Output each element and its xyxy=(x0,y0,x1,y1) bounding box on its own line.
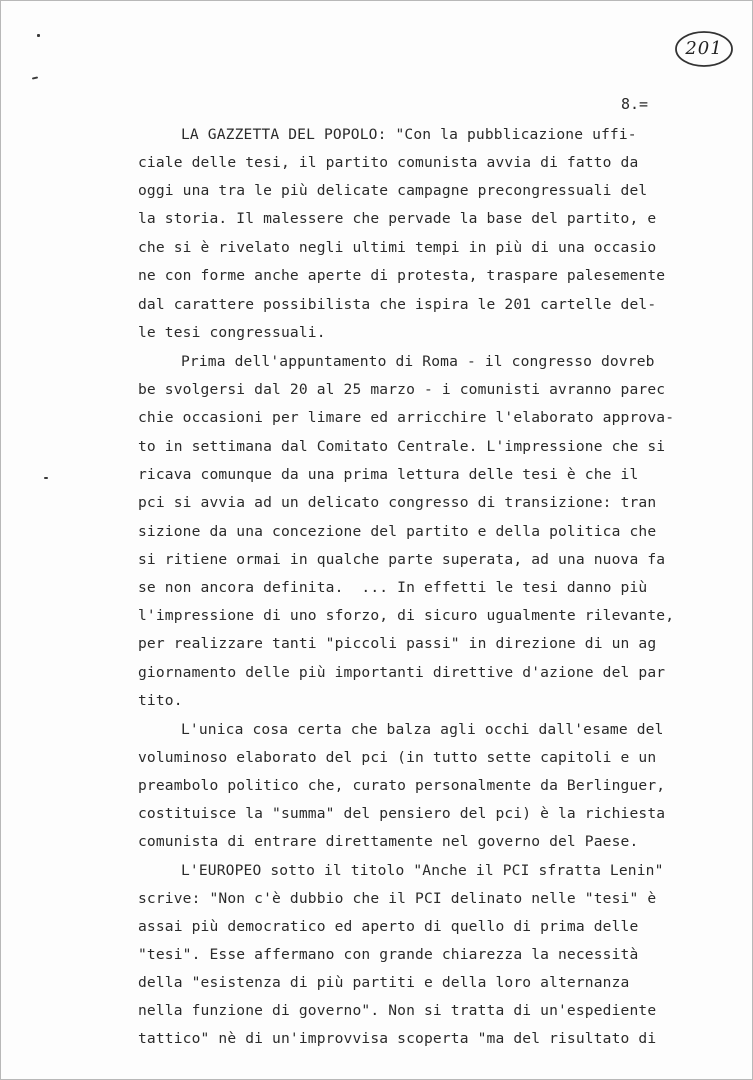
text-line: ricava comunque da una prima lettura delle tesi è che il xyxy=(138,466,639,483)
text-line: comunista di entrare direttamente nel governo del Paese. xyxy=(138,833,639,850)
text-line: della "esistenza di più partiti e della loro alternanza xyxy=(138,974,630,991)
text-line: assai più democratico ed aperto di quello di prima delle xyxy=(138,918,639,935)
text-line: l'impressione di uno sforzo, di sicuro ugualmente rilevante, xyxy=(138,607,675,624)
text-line: chie occasioni per limare ed arricchire l'elaborato approva- xyxy=(138,409,675,426)
text-line: dal carattere possibilista che ispira le 201 cartelle del- xyxy=(138,296,657,313)
text-line: ne con forme anche aperte di protesta, traspare palesemente xyxy=(138,267,666,284)
text-line: L'EUROPEO sotto il titolo "Anche il PCI sfratta Lenin" xyxy=(181,862,664,879)
text-line: "tesi". Esse affermano con grande chiarezza la necessità xyxy=(138,946,639,963)
text-line: nella funzione di governo". Non si tratta di un'espediente xyxy=(138,1002,657,1019)
stamp-number: 201 xyxy=(685,38,723,59)
text-line: se non ancora definita. ... In effetti le tesi danno più xyxy=(138,579,648,596)
text-line: tito. xyxy=(138,692,183,709)
text-line: le tesi congressuali. xyxy=(138,324,326,341)
page-number: 8.= xyxy=(621,95,649,113)
text-line: tattico" nè di un'improvvisa scoperta "ma del risultato di xyxy=(138,1030,657,1047)
ink-speck xyxy=(32,76,38,79)
text-line: oggi una tra le più delicate campagne precongressuali del xyxy=(138,182,648,199)
ink-speck xyxy=(44,477,48,479)
text-line: voluminoso elaborato del pci (in tutto sette capitoli e un xyxy=(138,749,657,766)
text-line: giornamento delle più importanti direttive d'azione del par xyxy=(138,664,666,681)
text-line: be svolgersi dal 20 al 25 marzo - i comunisti avranno parec xyxy=(138,381,666,398)
text-line: to in settimana dal Comitato Centrale. L'impressione che si xyxy=(138,438,666,455)
archive-page-stamp xyxy=(673,29,735,69)
text-line: costituisce la "summa" del pensiero del pci) è la richiesta xyxy=(138,805,666,822)
text-line: scrive: "Non c'è dubbio che il PCI delinato nelle "tesi" è xyxy=(138,890,657,907)
text-line: si ritiene ormai in qualche parte superata, ad una nuova fa xyxy=(138,551,666,568)
text-line: L'unica cosa certa che balza agli occhi dall'esame del xyxy=(181,721,664,738)
text-line: preambolo politico che, curato personalmente da Berlinguer, xyxy=(138,777,666,794)
text-line: Prima dell'appuntamento di Roma - il congresso dovreb xyxy=(181,353,655,370)
ink-speck xyxy=(37,34,40,37)
text-line: che si è rivelato negli ultimi tempi in più di una occasio xyxy=(138,239,657,256)
text-line: sizione da una concezione del partito e della politica che xyxy=(138,523,657,540)
text-line: ciale delle tesi, il partito comunista avvia di fatto da xyxy=(138,154,639,171)
text-line: per realizzare tanti "piccoli passi" in direzione di un ag xyxy=(138,635,657,652)
text-line: pci si avvia ad un delicato congresso di transizione: tran xyxy=(138,494,657,511)
text-line: la storia. Il malessere che pervade la base del partito, e xyxy=(138,210,657,227)
text-line: LA GAZZETTA DEL POPOLO: "Con la pubblicazione uffi- xyxy=(181,126,637,143)
